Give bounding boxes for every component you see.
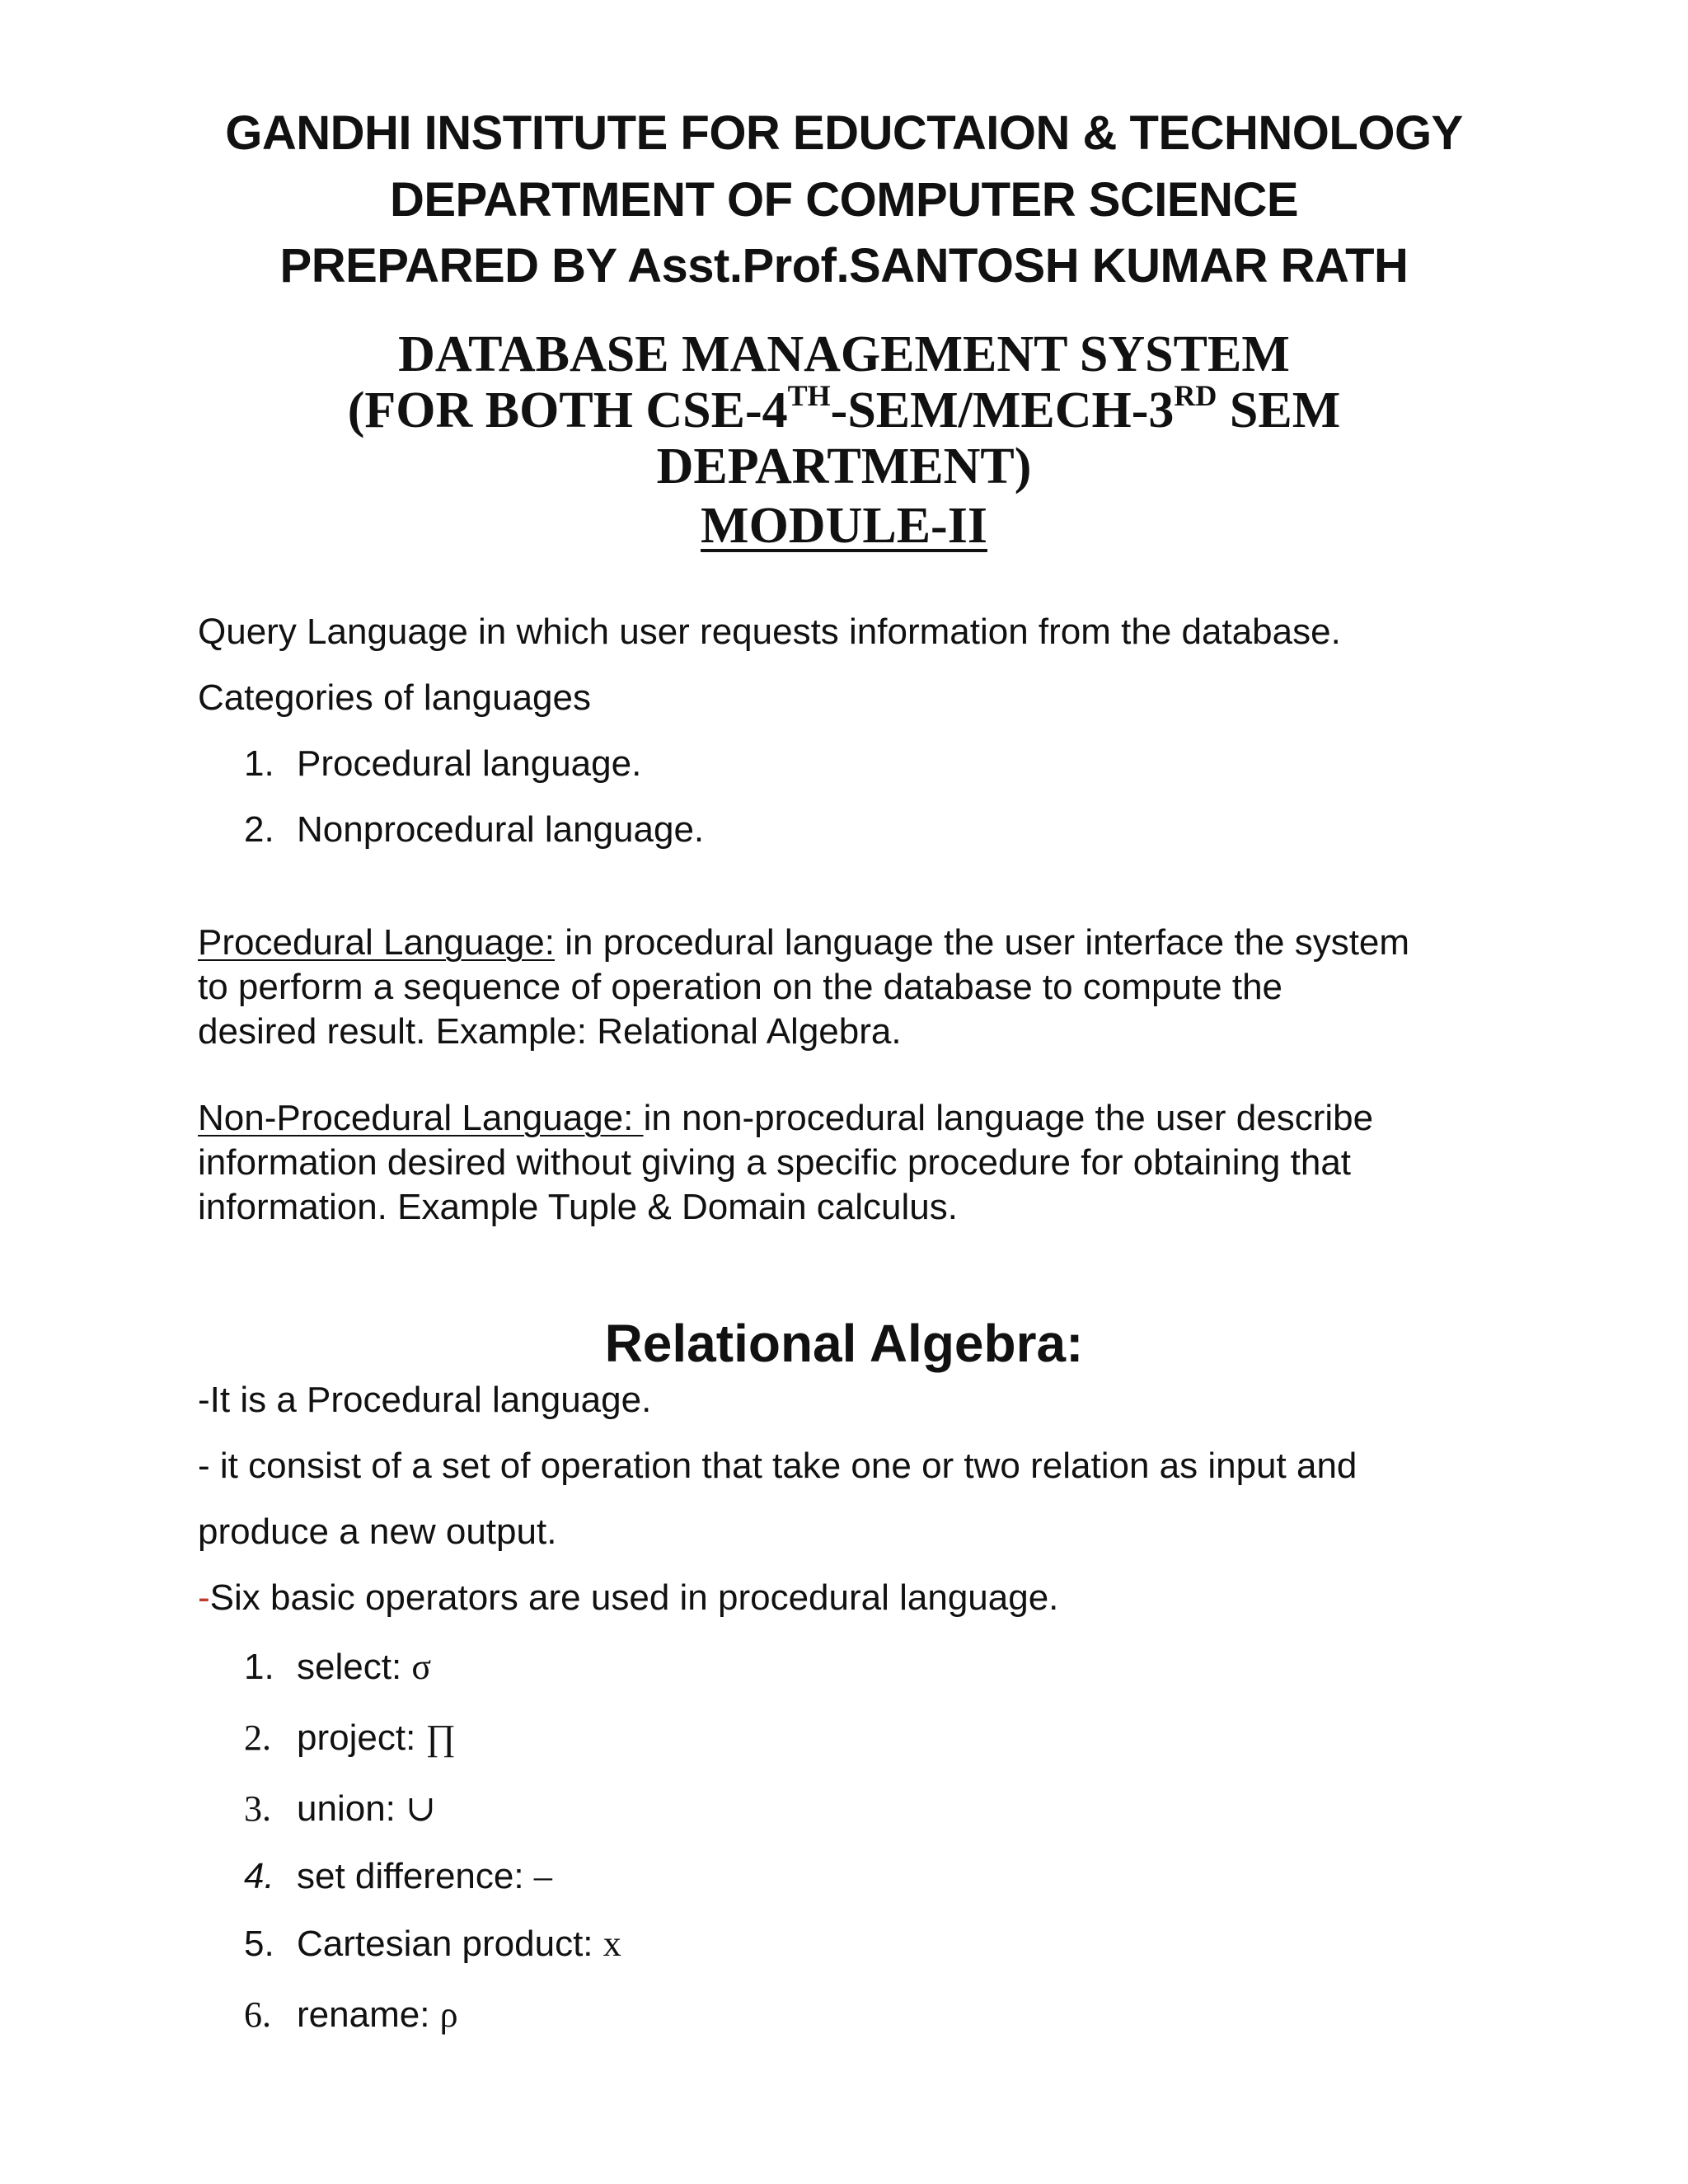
list-text: Nonprocedural language.: [297, 809, 705, 850]
dash-marker: -: [198, 1577, 210, 1618]
list-number: 6.: [244, 1994, 271, 2035]
operator-item: [244, 1993, 458, 2037]
union-symbol: ∪: [406, 1788, 436, 1829]
procedural-term: Procedural Language:: [198, 922, 555, 963]
operator-label: Cartesian product:: [297, 1924, 603, 1964]
ra-point-text: Six basic operators are used in procedural language.: [209, 1577, 1059, 1618]
operator-item: [244, 1716, 456, 1760]
ra-point-continued: produce a new output.: [198, 1511, 557, 1552]
paragraph-line: in procedural language the user interface the system: [555, 922, 1410, 963]
list-number: 4.: [244, 1856, 274, 1896]
ra-point: [198, 1576, 1058, 1620]
list-number: 1.: [244, 743, 274, 784]
subtitle-part-1: (FOR BOTH CSE-4: [347, 382, 788, 438]
operator-item: [244, 1922, 621, 1966]
project-symbol: ∏: [425, 1718, 456, 1758]
list-number: 1.: [244, 1647, 274, 1687]
paragraph-line: information desired without giving a specific procedure for obtaining that: [198, 1142, 1352, 1183]
prepared-by: PREPARED BY Asst.Prof.SANTOSH KUMAR RATH: [279, 239, 1409, 293]
difference-symbol: –: [533, 1856, 552, 1896]
operator-label: union:: [297, 1788, 406, 1829]
subtitle-part-2: -SEM/MECH-3: [830, 382, 1175, 438]
module-title: [0, 498, 1688, 554]
subtitle-sup-1: TH: [787, 379, 831, 413]
list-item: [244, 742, 641, 786]
list-number: 2.: [244, 809, 274, 850]
subject-department: DEPARTMENT): [656, 438, 1032, 494]
cartesian-symbol: x: [603, 1924, 621, 1964]
non-procedural-language-paragraph: [198, 1096, 1500, 1230]
query-language-definition: Query Language in which user requests information from the database.: [198, 612, 1341, 652]
subtitle-part-3: SEM: [1217, 382, 1341, 438]
operator-item: [244, 1854, 552, 1899]
list-item: [244, 808, 704, 852]
operator-label: project:: [297, 1718, 426, 1758]
paragraph-line: desired result. Example: Relational Algebra.: [198, 1011, 902, 1052]
list-text: Procedural language.: [297, 743, 642, 784]
subtitle-sup-2: RD: [1174, 379, 1217, 413]
paragraph-line: in non-procedural language the user describe: [643, 1098, 1374, 1138]
paragraph-line: to perform a sequence of operation on the database to compute the: [198, 967, 1283, 1007]
ra-point: -It is a Procedural language.: [198, 1380, 652, 1420]
institute-name: GANDHI INSTITUTE FOR EDUCTAION & TECHNOLOGY: [225, 106, 1463, 160]
non-procedural-term: Non-Procedural Language:: [198, 1098, 644, 1138]
section-heading: Relational Algebra:: [604, 1314, 1084, 1373]
department-name: DEPARTMENT OF COMPUTER SCIENCE: [389, 173, 1299, 227]
operator-item: [244, 1645, 431, 1690]
list-number: 3.: [244, 1788, 271, 1829]
list-number: 2.: [244, 1718, 271, 1758]
operator-label: set difference:: [297, 1856, 534, 1896]
list-number: 5.: [244, 1924, 274, 1964]
operator-label: rename:: [297, 1994, 440, 2035]
subject-title: DATABASE MANAGEMENT SYSTEM: [398, 326, 1290, 382]
operator-label: select:: [297, 1647, 412, 1687]
categories-heading: Categories of languages: [198, 677, 591, 718]
subject-subtitle: [0, 379, 1688, 438]
select-symbol: σ: [411, 1647, 432, 1687]
ra-point: - it consist of a set of operation that take one or two relation as input and: [198, 1446, 1357, 1486]
procedural-language-paragraph: [198, 921, 1500, 1054]
paragraph-line: information. Example Tuple & Domain calculus.: [198, 1187, 958, 1227]
module-label: MODULE-II: [701, 498, 987, 554]
operator-item: [244, 1787, 436, 1831]
rename-symbol: ρ: [439, 1994, 458, 2035]
